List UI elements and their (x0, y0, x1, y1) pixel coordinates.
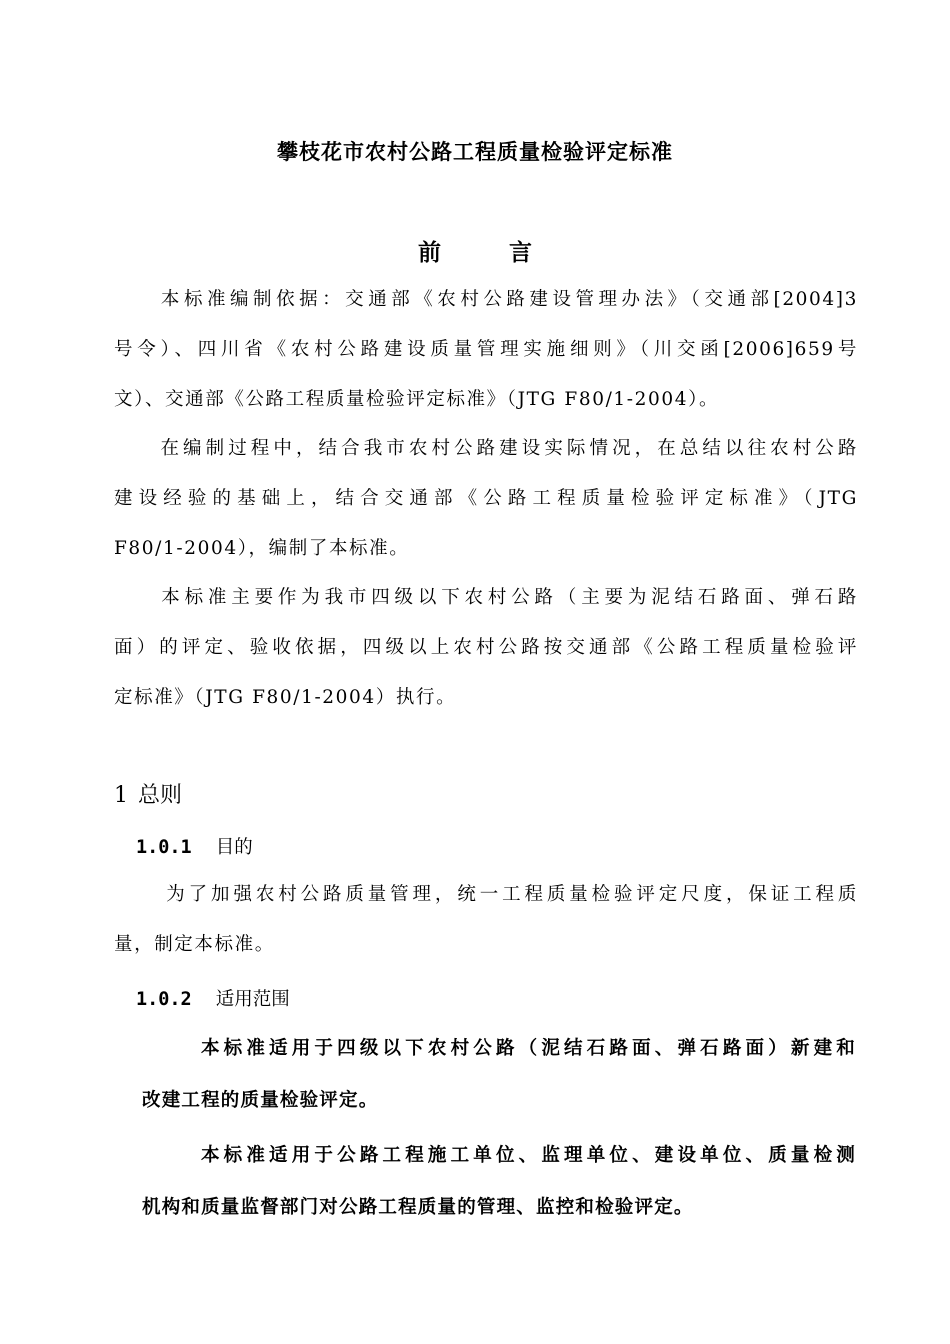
paragraph-line: 本标准适用于公路工程施工单位、监理单位、建设单位、质量检测 (198, 1145, 856, 1166)
paragraph-line: 机构和质量监督部门对公路工程质量的管理、监控和检验评定。 (142, 1197, 694, 1218)
subsection-title: 适用范围 (215, 989, 290, 1010)
preface-heading: 前 言 (417, 240, 562, 266)
subsection-1-0-2-text-2 (142, 1130, 856, 1234)
preface-paragraph-2 (114, 424, 858, 574)
subsection-number: 1.0.2 (136, 989, 192, 1010)
paragraph-line: 面）的评定、验收依据，四级以上农村公路按交通部《公路工程质量检验评 (114, 637, 858, 658)
paragraph-line: 定标准》（JTG F80/1-2004）执行。 (114, 687, 457, 708)
paragraph-line: 文）、交通部《公路工程质量检验评定标准》（JTG F80/1-2004）。 (114, 389, 720, 410)
paragraph-line: 建设经验的基础上，结合交通部《公路工程质量检验评定标准》（JTG (114, 488, 858, 509)
paragraph-line: 为了加强农村公路质量管理，统一工程质量检验评定尺度，保证工程质 (164, 884, 858, 905)
paragraph-line: 改建工程的质量检验评定。 (142, 1090, 379, 1111)
subsection-number: 1.0.1 (136, 837, 192, 858)
paragraph-line: 量，制定本标准。 (114, 934, 275, 955)
preface-paragraph-1 (114, 275, 858, 425)
document-title: 攀枝花市农村公路工程质量检验评定标准 (277, 140, 673, 164)
paragraph-line: F80/1-2004），编制了本标准。 (114, 538, 410, 559)
paragraph-line: 本标准编制依据：交通部《农村公路建设管理办法》（交通部[2004]3 (158, 289, 858, 310)
paragraph-line: 本标准适用于四级以下农村公路（泥结石路面、弹石路面）新建和 (198, 1038, 856, 1059)
section-number: 1 (114, 783, 128, 808)
paragraph-line: 本标准主要作为我市四级以下农村公路（主要为泥结石路面、弹石路 (158, 587, 858, 608)
section-title: 总则 (138, 783, 183, 808)
paragraph-line: 号令）、四川省《农村公路建设质量管理实施细则》（川交函[2006]659号 (114, 339, 858, 360)
section-heading-1 (114, 778, 182, 809)
preface-paragraph-3 (114, 573, 858, 723)
subsection-heading-1-0-1 (136, 833, 253, 859)
subsection-heading-1-0-2 (136, 985, 290, 1011)
subsection-title: 目的 (215, 837, 253, 858)
subsection-1-0-2-text-1 (142, 1023, 856, 1127)
paragraph-line: 在编制过程中，结合我市农村公路建设实际情况，在总结以往农村公路 (158, 438, 858, 459)
subsection-1-0-1-text (114, 870, 858, 970)
